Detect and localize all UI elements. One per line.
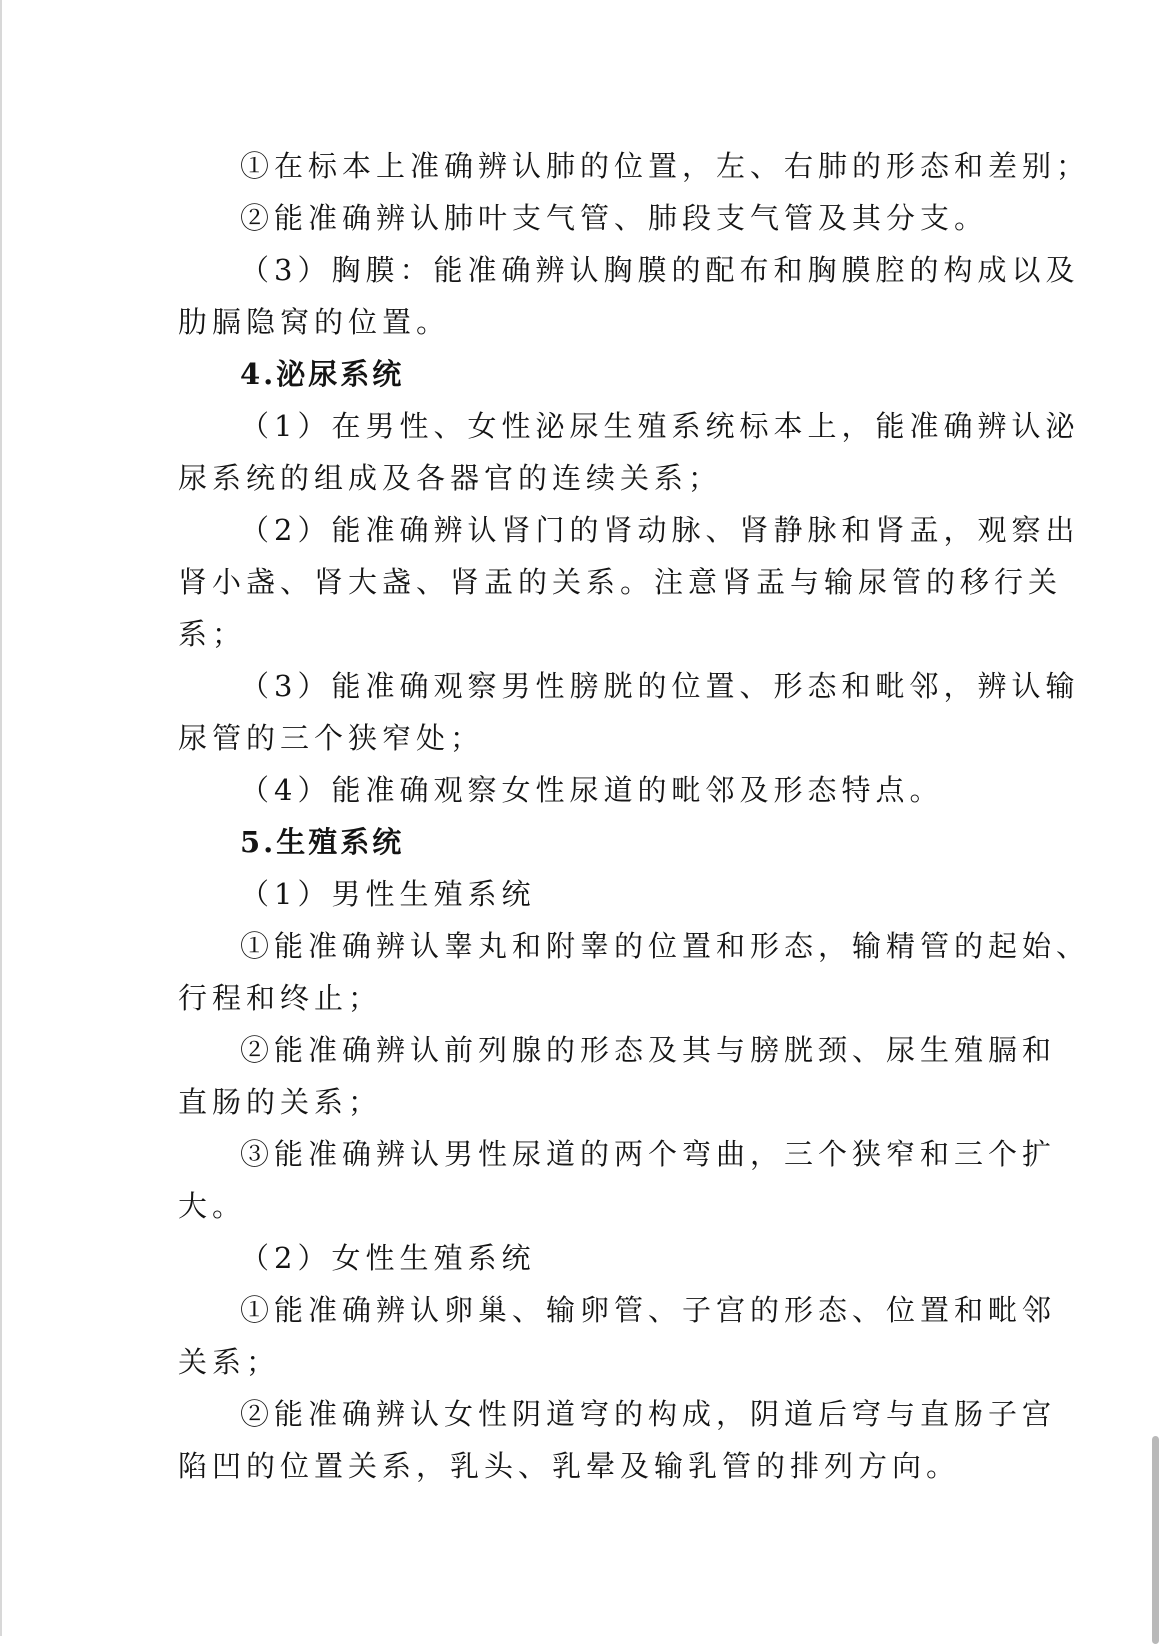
paragraph-line: 肾小盏、肾大盏、肾盂的关系。注意肾盂与输尿管的移行关 [178,565,1063,599]
paragraph-line: ③能准确辨认男性尿道的两个弯曲，三个狭窄和三个扩 [240,1137,1057,1171]
paragraph-line: ②能准确辨认女性阴道穹的构成，阴道后穹与直肠子宫 [240,1397,1057,1431]
paragraph-line: 系； [178,617,247,651]
paragraph-line: （1）在男性、女性泌尿生殖系统标本上，能准确辨认泌 [240,409,1080,443]
section-heading-reproductive: 5.生殖系统 [240,825,405,859]
paragraph-line: 直肠的关系； [178,1085,383,1119]
paragraph-line: ②能准确辨认前列腺的形态及其与膀胱颈、尿生殖膈和 [240,1033,1057,1067]
paragraph-line: 陷凹的位置关系，乳头、乳晕及输乳管的排列方向。 [178,1449,961,1483]
paragraph-line: （3）能准确观察男性膀胱的位置、形态和毗邻，辨认输 [240,669,1080,703]
paragraph-line: 关系； [178,1345,281,1379]
paragraph-line: 尿管的三个狭窄处； [178,721,485,755]
subsection-heading-female: （2）女性生殖系统 [240,1241,536,1275]
paragraph-line: 尿系统的组成及各器官的连续关系； [178,461,723,495]
subsection-heading-male: （1）男性生殖系统 [240,877,536,911]
paragraph-line: （3）胸膜：能准确辨认胸膜的配布和胸膜腔的构成以及 [240,253,1080,287]
page-left-edge [0,0,2,1636]
paragraph-line: 行程和终止； [178,981,383,1015]
scrollbar-track[interactable] [1148,0,1162,1636]
paragraph-line: （2）能准确辨认肾门的肾动脉、肾静脉和肾盂，观察出 [240,513,1080,547]
paragraph-line: 大。 [178,1189,247,1223]
paragraph-line: （4）能准确观察女性尿道的毗邻及形态特点。 [240,773,944,807]
document-body [178,140,1091,1492]
paragraph-line: ①在标本上准确辨认肺的位置，左、右肺的形态和差别； [240,149,1091,183]
paragraph-line: 肋膈隐窝的位置。 [178,305,451,339]
paragraph-line: ①能准确辨认睾丸和附睾的位置和形态，输精管的起始、 [240,929,1091,963]
paragraph-line: ②能准确辨认肺叶支气管、肺段支气管及其分支。 [240,201,989,235]
section-heading-urinary: 4.泌尿系统 [240,357,405,391]
paragraph-line: ①能准确辨认卵巢、输卵管、子宫的形态、位置和毗邻 [240,1293,1057,1327]
scrollbar-thumb[interactable] [1152,1436,1159,1644]
